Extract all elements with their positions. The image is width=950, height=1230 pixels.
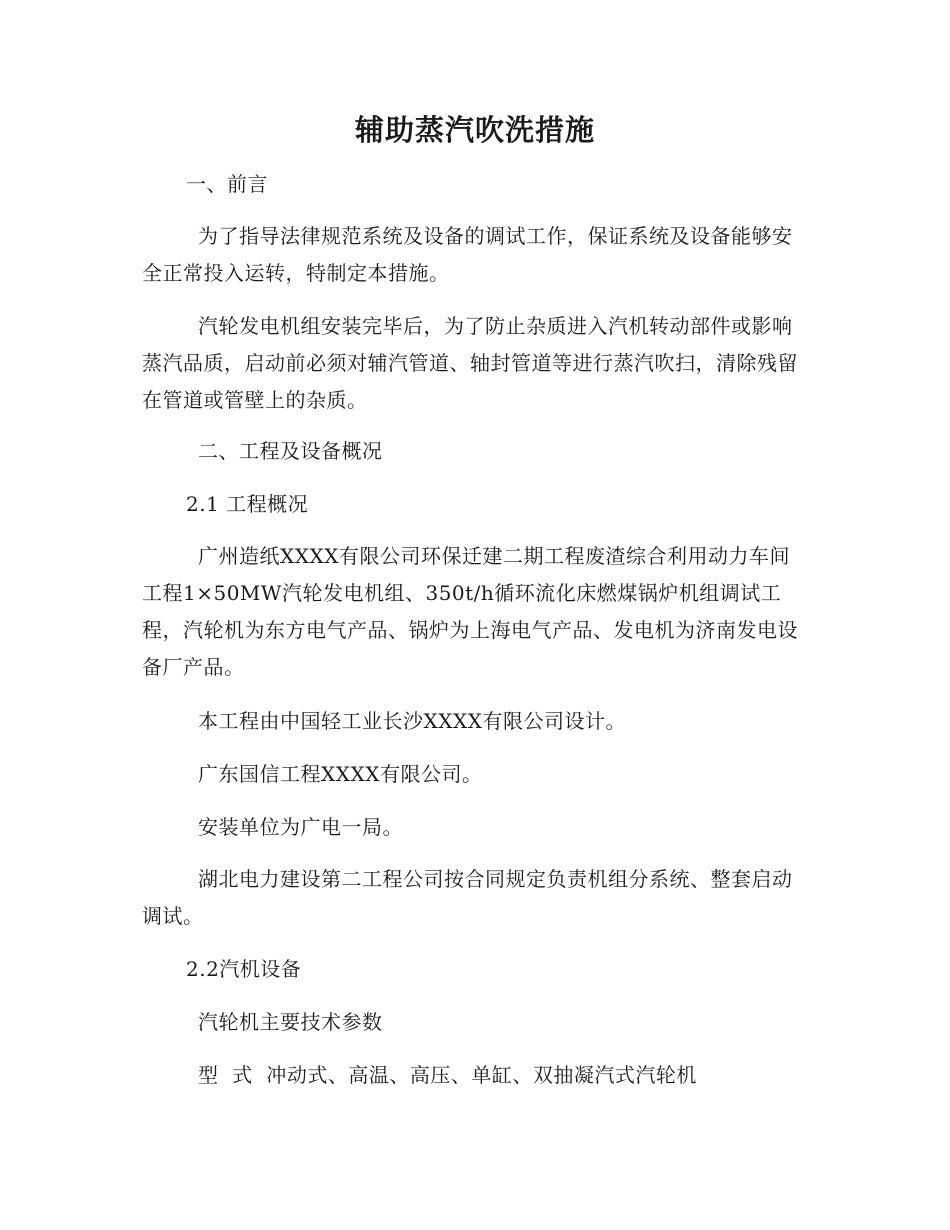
paragraph-purpose: 为了指导法律规范系统及设备的调试工作，保证系统及设备能够安全正常投入运转，特制定本措施。 [142,224,793,285]
paragraph-designer: 本工程由中国轻工业长沙XXXX有限公司设计。 [198,709,626,733]
subsection-heading-project: 2.1 工程概况 [186,492,309,516]
subsection-heading-turbine: 2.2汽机设备 [186,957,302,981]
paragraph-company: 广东国信工程XXXX有限公司。 [198,762,483,786]
paragraph-project-description: 广州造纸XXXX有限公司环保迁建二期工程废渣综合利用动力车间工程1×50MW汽轮发电机组、350t/h循环流化床燃煤锅炉机组调试工程，汽轮机为东方电气产品、锅炉为上海电气产品、发电机为济南发电设备厂产品。 [142,544,798,679]
paragraph-turbine-type: 型 式 冲动式、高温、高压、单缸、双抽凝汽式汽轮机 [198,1063,697,1087]
section-heading-overview: 二、工程及设备概况 [198,439,383,463]
paragraph-commissioning: 湖北电力建设第二工程公司按合同规定负责机组分系统、整套启动调试。 [142,867,793,928]
paragraph-purge-reason: 汽轮发电机组安装完毕后，为了防止杂质进入汽机转动部件或影响蒸汽品质，启动前必须对辅汽管道、轴封管道等进行蒸汽吹扫，清除残留在管道或管壁上的杂质。 [142,314,798,412]
section-heading-preface: 一、前言 [186,172,268,196]
document-title: 辅助蒸汽吹洗措施 [354,113,595,147]
paragraph-installer: 安装单位为广电一局。 [198,815,403,839]
paragraph-turbine-params: 汽轮机主要技术参数 [198,1010,383,1034]
